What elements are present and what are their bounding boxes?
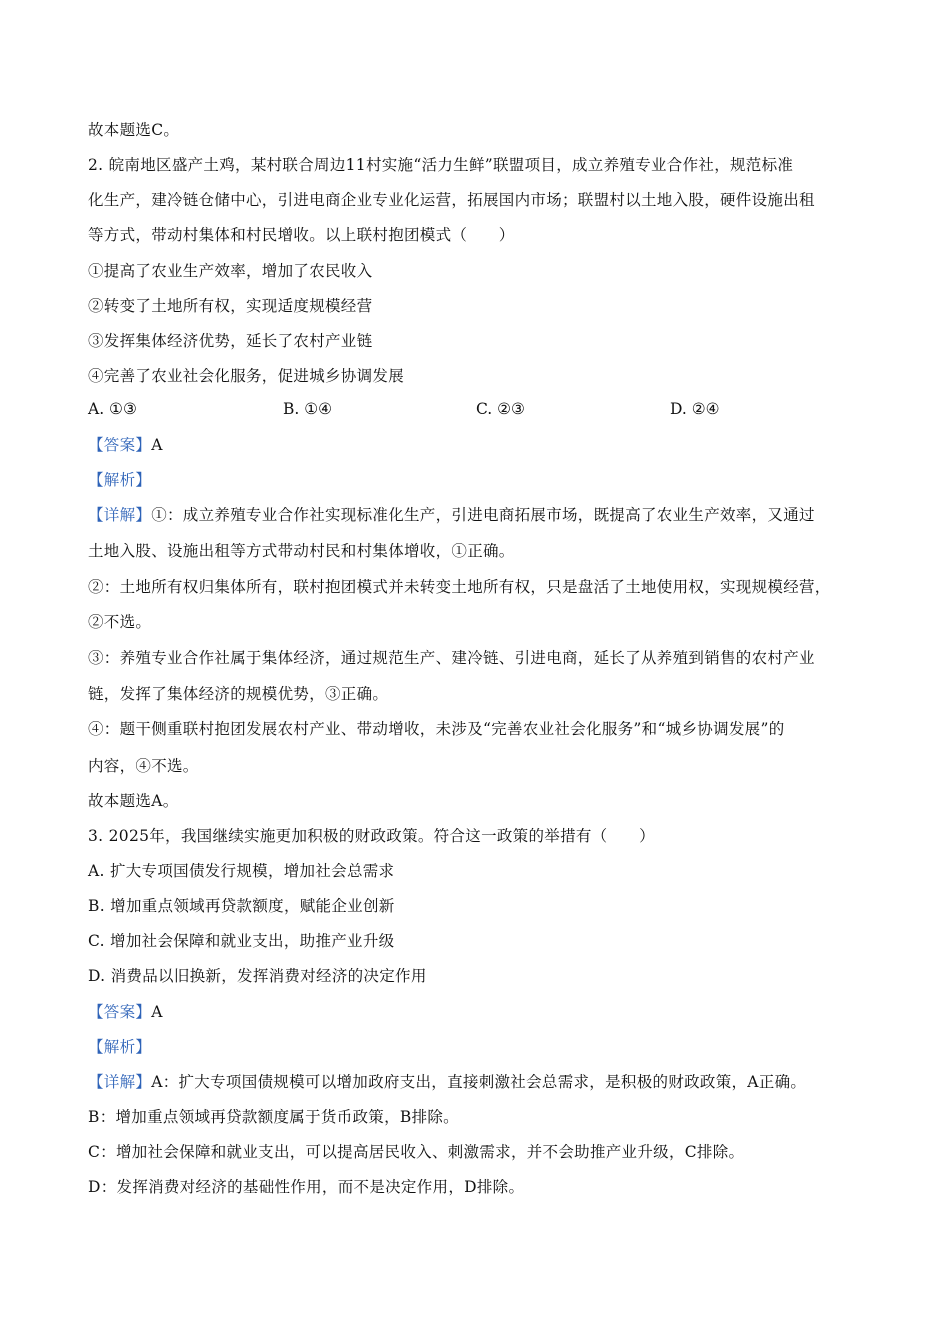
analysis-q3 — [88, 1037, 878, 1057]
question-2-statement-4: ④完善了农业社会化服务，促进城乡协调发展 — [88, 367, 405, 385]
detail-q3-line-4: D：发挥消费对经济的基础性作用，而不是决定作用，D排除。 — [88, 1178, 525, 1196]
detail-q2-line-6: 链，发挥了集体经济的规模优势，③正确。 — [88, 685, 389, 703]
question-3-option-b: B. 增加重点领域再贷款额度，赋能企业创新 — [88, 897, 395, 915]
detail-q3-line-2: B：增加重点领域再贷款额度属于货币政策，B排除。 — [88, 1108, 459, 1126]
answer-value: A — [151, 1003, 163, 1021]
conclusion-q1: 故本题选C。 — [88, 121, 180, 139]
analysis-tag: 【解析】 — [88, 1038, 152, 1056]
question-3-option-d: D. 消费品以旧换新，发挥消费对经济的决定作用 — [88, 967, 427, 985]
analysis-tag: 【解析】 — [88, 471, 152, 489]
question-2-statement-1: ①提高了农业生产效率，增加了农民收入 — [88, 262, 373, 280]
option-d: D. ②④ — [670, 400, 720, 418]
conclusion-q2: 故本题选A。 — [88, 792, 179, 810]
detail-q2-line-5: ③：养殖专业合作社属于集体经济，通过规范生产、建冷链、引进电商，延长了从养殖到销售的农村产业 — [88, 649, 815, 667]
answer-value: A — [151, 436, 163, 454]
detail-tag: 【详解】 — [88, 1073, 152, 1091]
option-c: C. ②③ — [476, 400, 525, 418]
answer-q3 — [88, 1002, 878, 1022]
answer-tag: 【答案】 — [88, 1003, 152, 1021]
question-2-statement-3: ③发挥集体经济优势，延长了农村产业链 — [88, 332, 373, 350]
detail-q3-line-1 — [88, 1072, 878, 1092]
detail-text: A：扩大专项国债规模可以增加政府支出，直接刺激社会总需求，是积极的财政政策，A正确。 — [151, 1073, 807, 1091]
detail-q3-line-3: C：增加社会保障和就业支出，可以提高居民收入、刺激需求，并不会助推产业升级，C排除。 — [88, 1143, 745, 1161]
question-2-stem-line-3: 等方式，带动村集体和村民增收。以上联村抱团模式（ ） — [88, 226, 515, 244]
detail-text: ①：成立养殖专业合作社实现标准化生产，引进电商拓展市场，既提高了农业生产效率，又通过 — [151, 506, 815, 524]
detail-q2-line-2: 土地入股、设施出租等方式带动村民和村集体增收，①正确。 — [88, 542, 515, 560]
analysis-q2 — [88, 470, 878, 490]
question-2-statement-2: ②转变了土地所有权，实现适度规模经营 — [88, 297, 373, 315]
question-2-stem-line-2: 化生产，建冷链仓储中心，引进电商企业专业化运营，拓展国内市场；联盟村以土地入股，硬件设施出租 — [88, 191, 815, 209]
detail-q2-line-7: ④：题干侧重联村抱团发展农村产业、带动增收，未涉及“完善农业社会化服务”和“城乡协调发展”的 — [88, 720, 785, 738]
answer-tag: 【答案】 — [88, 436, 152, 454]
detail-q2-line-8: 内容，④不选。 — [88, 757, 199, 775]
question-3-option-c: C. 增加社会保障和就业支出，助推产业升级 — [88, 932, 395, 950]
detail-q2-line-4: ②不选。 — [88, 613, 152, 631]
question-2-stem-line-1: 2. 皖南地区盛产土鸡，某村联合周边11村实施“活力生鲜”联盟项目，成立养殖专业合作社，规范标准 — [88, 156, 794, 174]
question-3-stem: 3. 2025年，我国继续实施更加积极的财政政策。符合这一政策的举措有（ ） — [88, 827, 655, 845]
detail-tag: 【详解】 — [88, 506, 152, 524]
detail-q2-line-3: ②：土地所有权归集体所有，联村抱团模式并未转变土地所有权，只是盘活了土地使用权，实现规模经营， — [88, 578, 831, 596]
option-a: A. ①③ — [88, 400, 137, 418]
option-b: B. ①④ — [283, 400, 333, 418]
answer-q2 — [88, 435, 878, 455]
question-3-option-a: A. 扩大专项国债发行规模，增加社会总需求 — [88, 862, 395, 880]
detail-q2-line-1 — [88, 505, 878, 525]
